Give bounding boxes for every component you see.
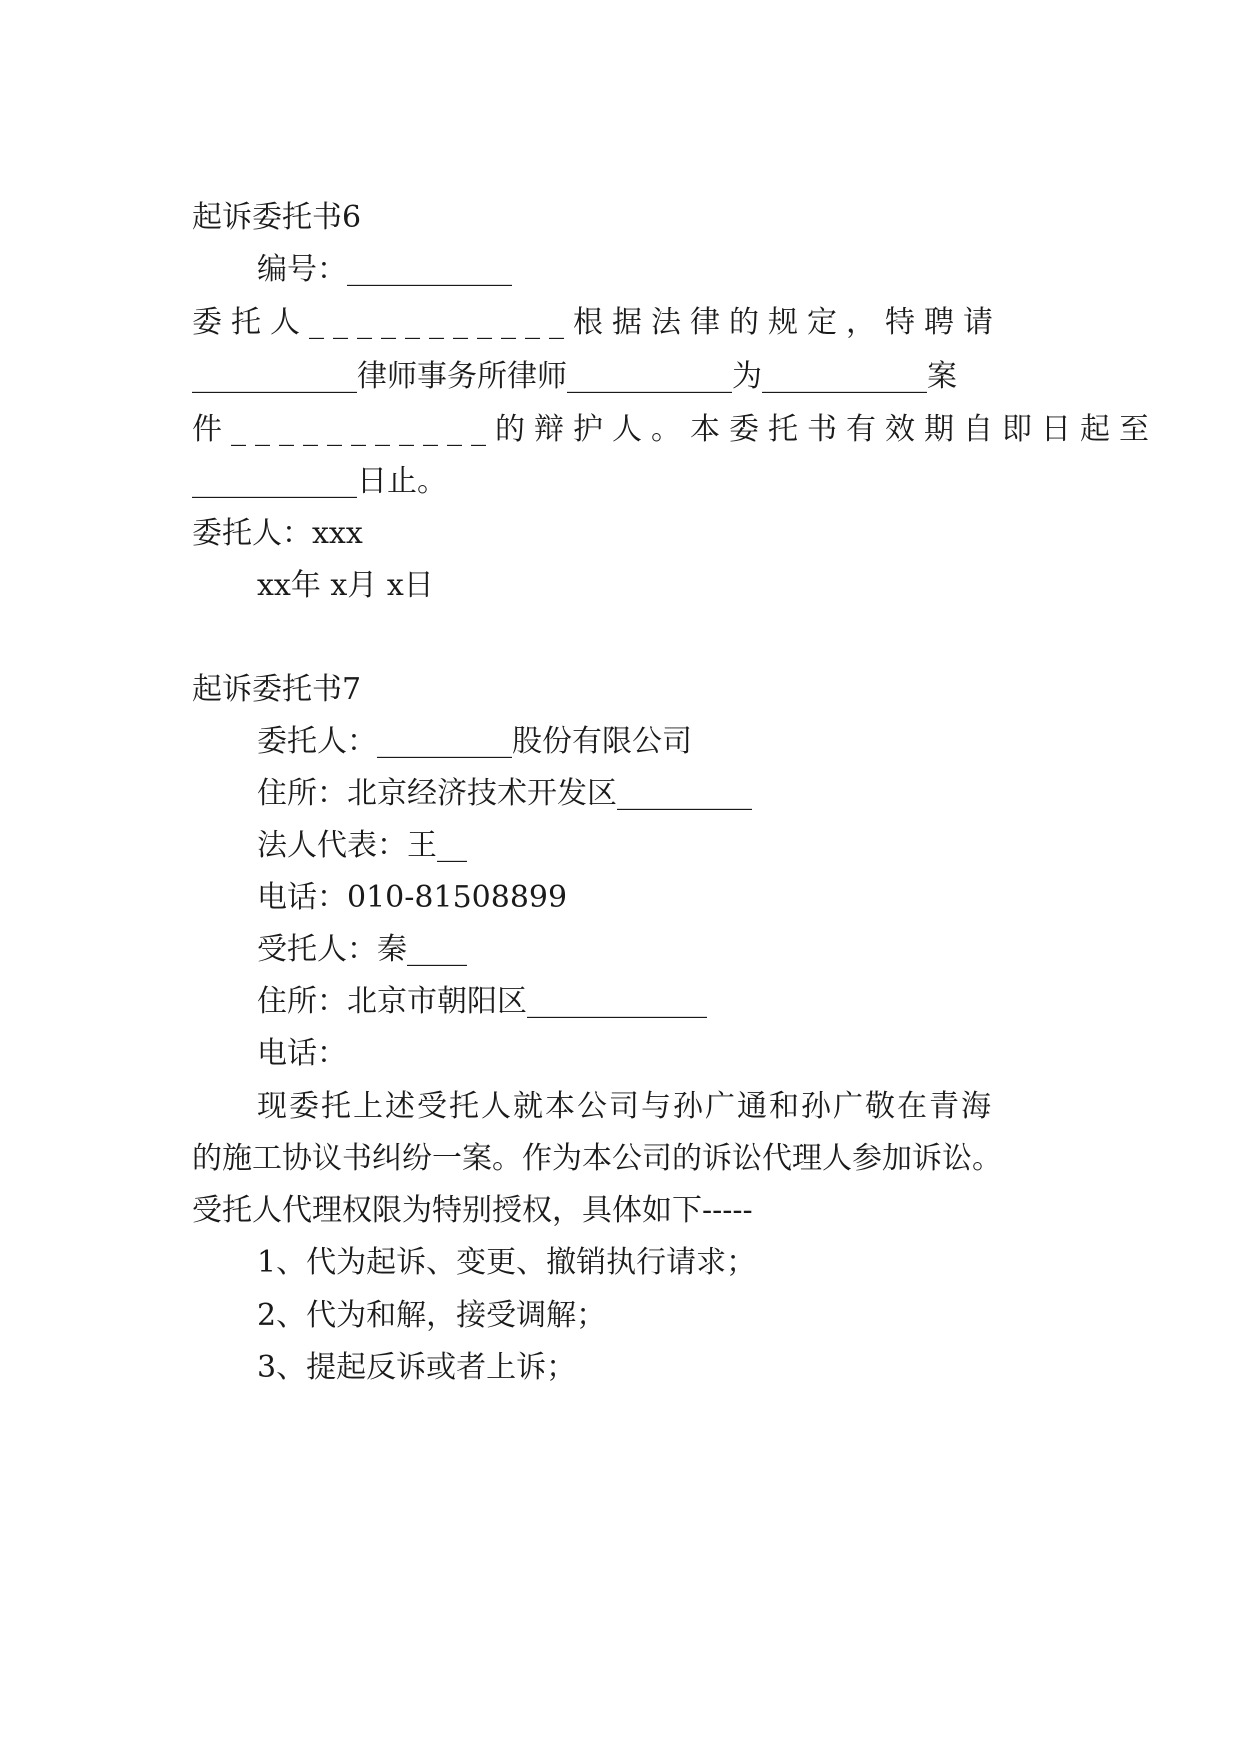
doc6-principal: 委托人：xxx <box>192 516 363 551</box>
doc7-legal-rep: 法人代表：王__ <box>257 828 467 863</box>
doc6-title: 起诉委托书6 <box>192 200 362 235</box>
doc7-power-1: 1、代为起诉、变更、撤销执行请求； <box>257 1245 757 1280</box>
doc6-para-line-3: 件___________的辩护人。本委托书有效期自即日起至 <box>192 412 1158 447</box>
doc6-para-line-4: ___________日止。 <box>192 464 447 499</box>
doc7-agent-address: 住所：北京市朝阳区____________ <box>257 984 707 1019</box>
doc7-body-line-2: 的施工协议书纠纷一案。作为本公司的诉讼代理人参加诉讼。 <box>192 1141 1002 1176</box>
doc7-agent: 受托人：秦____ <box>257 932 467 967</box>
doc7-body-line-3: 受托人代理权限为特别授权，具体如下----- <box>192 1193 753 1228</box>
doc7-body-line-1: 现委托上述受托人就本公司与孙广通和孙广敬在青海 <box>257 1089 993 1124</box>
doc7-agent-phone: 电话： <box>257 1036 347 1071</box>
doc6-para-line-2: ___________律师事务所律师___________为___________案 <box>192 359 957 394</box>
doc7-title: 起诉委托书7 <box>192 672 362 707</box>
doc6-para-line-1: 委托人___________根据法律的规定，特聘请 <box>192 305 1002 340</box>
doc6-date: xx年 x月 x日 <box>257 568 434 603</box>
doc7-principal: 委托人：_________股份有限公司 <box>257 724 692 759</box>
doc7-power-3: 3、提起反诉或者上诉； <box>257 1350 577 1385</box>
doc7-phone: 电话：010-81508899 <box>257 880 568 915</box>
doc6-number-line: 编号：___________ <box>257 252 512 287</box>
doc7-principal-address: 住所：北京经济技术开发区_________ <box>257 776 752 811</box>
doc7-power-2: 2、代为和解，接受调解； <box>257 1298 607 1333</box>
